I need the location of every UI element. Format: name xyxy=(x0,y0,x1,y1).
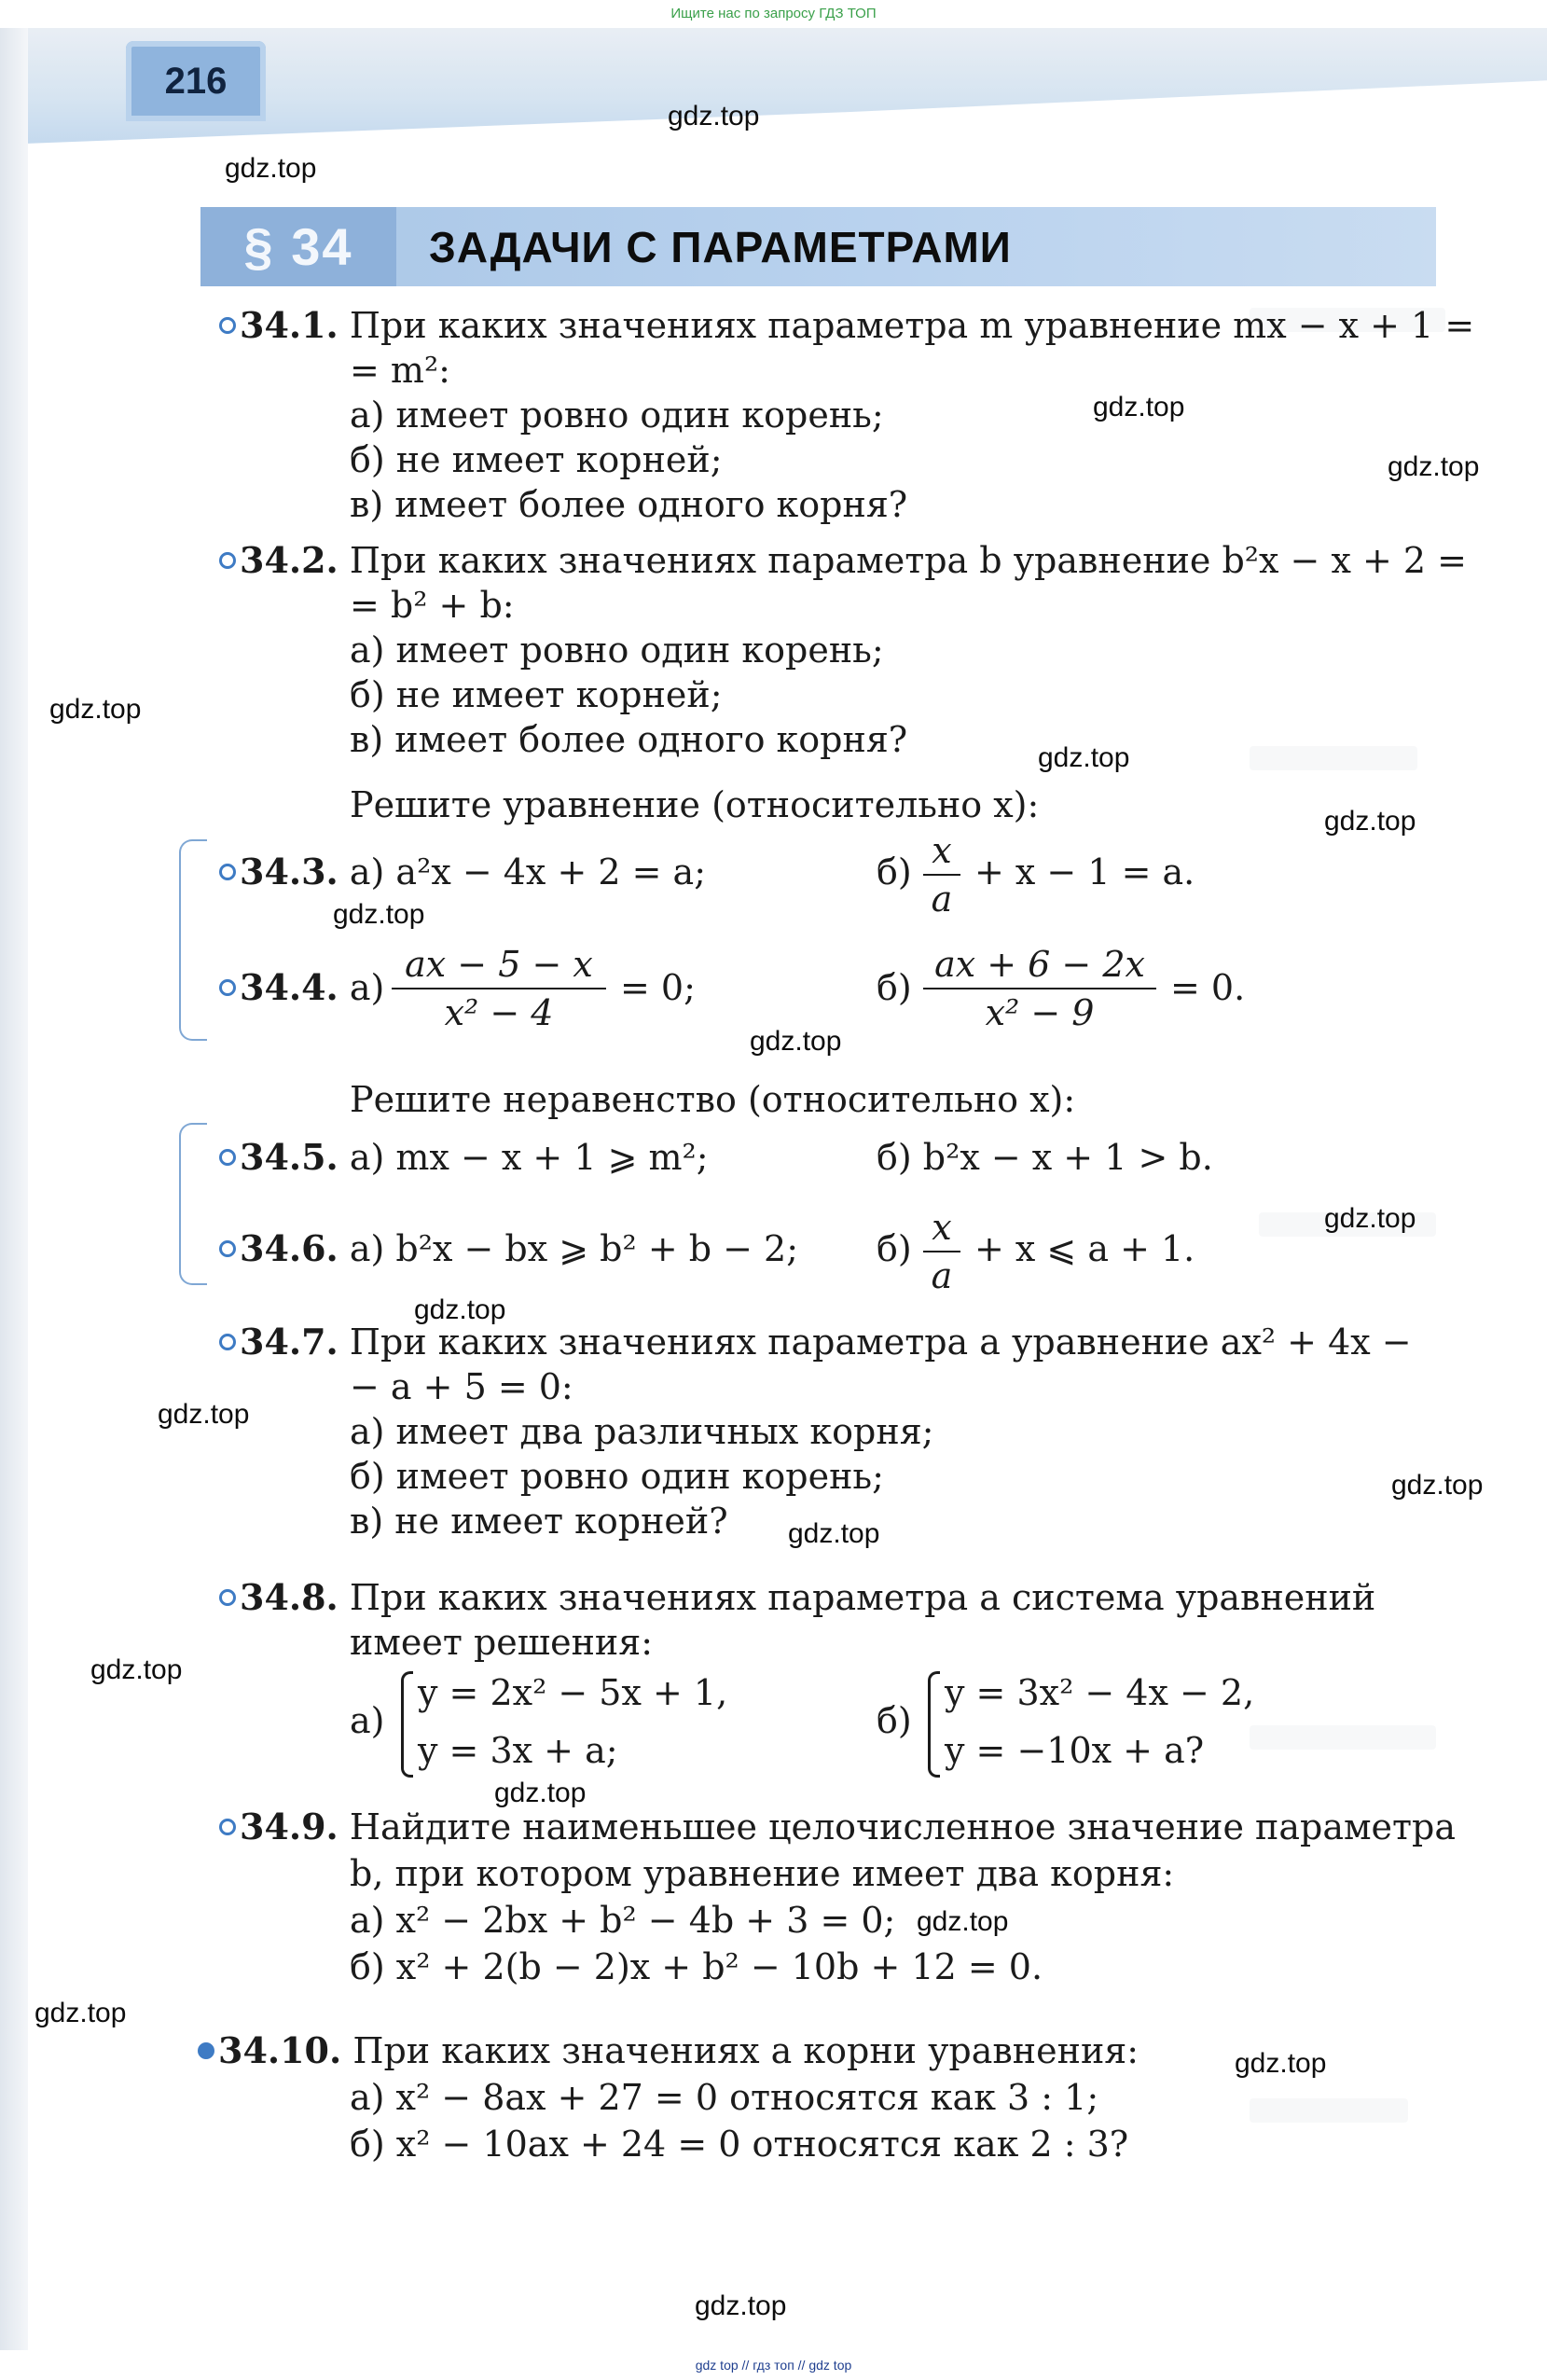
equation-heading: Решите уравнение (относительно x): xyxy=(350,784,1040,825)
problem-34-1-line2: = m²: xyxy=(350,350,450,391)
watermark: gdz.top xyxy=(494,1778,587,1808)
problem-34-2-item-a: а) имеет ровно один корень; xyxy=(350,630,884,671)
problem-34-4-line xyxy=(219,966,384,1009)
circle-marker-icon xyxy=(219,317,236,334)
fraction-bar xyxy=(923,988,1156,989)
watermark: gdz.top xyxy=(1235,2048,1327,2079)
section-number: § 34 xyxy=(200,207,396,286)
problem-number: 34.5. xyxy=(240,1136,338,1178)
fraction-numerator: ax − 5 − x xyxy=(405,944,593,985)
problem-34-3-item-a: а) a²x − 4x + 2 = a; xyxy=(349,851,706,892)
fraction xyxy=(923,1207,960,1296)
circle-marker-icon xyxy=(219,1589,236,1606)
problem-34-5-item-a: а) mx − x + 1 ⩾ m²; xyxy=(349,1137,709,1178)
fraction-denominator: a xyxy=(931,879,953,920)
fraction-bar xyxy=(923,874,960,876)
problem-text: При каких значениях параметра m уравнение mx − x + 1 = xyxy=(349,305,1475,346)
watermark: gdz.top xyxy=(414,1294,506,1325)
page-number: 216 xyxy=(126,41,266,121)
watermark: gdz.top xyxy=(1388,451,1480,482)
problem-text: При каких значениях параметра a уравнение ax² + 4x − xyxy=(349,1321,1412,1363)
problem-34-6-item-b-rest: + x ⩽ a + 1. xyxy=(974,1228,1195,1269)
problem-34-9-line2: b, при котором уравнение имеет два корня: xyxy=(350,1853,1175,1894)
problem-number: 34.6. xyxy=(240,1227,338,1269)
watermark: gdz.top xyxy=(333,899,425,930)
fraction-numerator: x xyxy=(932,1207,952,1248)
problem-34-6-item-b-label: б) xyxy=(877,1228,912,1269)
fraction-denominator: x² − 4 xyxy=(444,992,554,1033)
circle-marker-icon xyxy=(219,979,236,996)
watermark: gdz.top xyxy=(695,2290,787,2321)
problem-34-3-item-b-rest: + x − 1 = a. xyxy=(974,851,1195,892)
problem-number: 34.4. xyxy=(240,966,338,1008)
circle-marker-icon xyxy=(219,1240,236,1257)
system-a-eq1: y = 2x² − 5x + 1, xyxy=(418,1672,728,1713)
problem-text: При каких значениях параметра a система уравнений xyxy=(349,1577,1376,1618)
problem-34-10-item-a: а) x² − 8ax + 27 = 0 относятся как 3 : 1; xyxy=(350,2077,1099,2118)
fraction xyxy=(392,944,606,1033)
problem-text: При каких значениях a корни уравнения: xyxy=(352,2030,1140,2071)
watermark: gdz.top xyxy=(49,694,142,725)
problem-34-2-item-b: б) не имеет корней; xyxy=(350,674,723,715)
fraction xyxy=(923,830,960,920)
watermark: gdz.top xyxy=(917,1906,1009,1937)
problem-number: 34.9. xyxy=(240,1806,338,1847)
bottom-note: gdz top // гдз топ // gdz top xyxy=(695,2358,852,2373)
problem-34-1-item-b: б) не имеет корней; xyxy=(350,439,723,480)
watermark: gdz.top xyxy=(158,1399,250,1430)
problem-34-9-item-a: а) x² − 2bx + b² − 4b + 3 = 0; xyxy=(350,1900,896,1941)
problem-34-2-line1 xyxy=(219,539,1467,582)
inequality-heading: Решите неравенство (относительно x): xyxy=(350,1079,1076,1120)
fraction-denominator: x² − 9 xyxy=(985,992,1095,1033)
circle-marker-icon xyxy=(219,1334,236,1350)
problem-34-7-item-b: б) имеет ровно один корень; xyxy=(350,1456,884,1497)
fraction-numerator: ax + 6 − 2x xyxy=(934,944,1145,985)
section-title: ЗАДАЧИ С ПАРАМЕТРАМИ xyxy=(429,222,1012,271)
problem-34-5-item-b: б) b²x − x + 1 > b. xyxy=(877,1137,1213,1178)
problem-number: 34.2. xyxy=(240,539,338,581)
group-bracket xyxy=(179,1123,207,1285)
problem-text: Найдите наименьшее целочисленное значение параметра xyxy=(349,1806,1457,1847)
filled-circle-marker-icon xyxy=(198,2042,214,2059)
problem-34-7-line2: − a + 5 = 0: xyxy=(350,1366,573,1407)
watermark: gdz.top xyxy=(788,1518,880,1549)
problem-34-8-item-b-label: б) xyxy=(877,1700,912,1741)
watermark: gdz.top xyxy=(750,1026,842,1057)
system-brace xyxy=(401,1671,413,1778)
watermark: gdz.top xyxy=(668,101,760,131)
problem-34-1-item-a: а) имеет ровно один корень; xyxy=(350,394,884,436)
page-left-edge xyxy=(0,28,28,2350)
circle-marker-icon xyxy=(219,1819,236,1835)
fraction-bar xyxy=(923,1251,960,1252)
problem-34-3-item-b-label: б) xyxy=(877,851,912,892)
problem-34-2-line2: = b² + b: xyxy=(350,585,515,626)
problem-34-10-line1 xyxy=(198,2029,1139,2072)
watermark: gdz.top xyxy=(1038,742,1130,773)
problem-34-5-line xyxy=(219,1136,709,1179)
problem-34-7-line1 xyxy=(219,1321,1412,1363)
problem-34-1-item-c: в) имеет более одного корня? xyxy=(350,484,908,525)
watermark: gdz.top xyxy=(35,1998,127,2028)
fraction-bar xyxy=(392,988,606,989)
system-b-eq1: y = 3x² − 4x − 2, xyxy=(945,1672,1255,1713)
problem-34-8-item-a-label: а) xyxy=(350,1700,385,1741)
problem-34-9-line1 xyxy=(219,1806,1456,1848)
problem-number: 34.10. xyxy=(218,2029,342,2071)
circle-marker-icon xyxy=(219,1149,236,1166)
problem-34-9-item-b: б) x² + 2(b − 2)x + b² − 10b + 12 = 0. xyxy=(350,1946,1043,1987)
problem-number: 34.8. xyxy=(240,1576,338,1618)
watermark: gdz.top xyxy=(90,1654,183,1685)
problem-34-7-item-c: в) не имеет корней? xyxy=(350,1501,728,1542)
problem-34-6-line xyxy=(219,1227,798,1270)
watermark: gdz.top xyxy=(1324,806,1416,837)
watermark: gdz.top xyxy=(1391,1470,1484,1501)
problem-34-1-line1 xyxy=(219,304,1474,347)
problem-34-4-item-b-label: б) xyxy=(877,967,912,1008)
system-b-eq2: y = −10x + a? xyxy=(945,1730,1205,1771)
top-note: Ищите нас по запросу ГДЗ ТОП xyxy=(670,6,877,21)
watermark: gdz.top xyxy=(1093,392,1185,422)
problem-34-7-item-a: а) имеет два различных корня; xyxy=(350,1411,934,1452)
watermark: gdz.top xyxy=(1324,1203,1416,1234)
problem-34-2-item-c: в) имеет более одного корня? xyxy=(350,719,908,760)
problem-34-8-line2: имеет решения: xyxy=(350,1622,654,1663)
problem-number: 34.3. xyxy=(240,851,338,892)
group-bracket xyxy=(179,839,207,1041)
problem-34-10-item-b: б) x² − 10ax + 24 = 0 относятся как 2 : 3? xyxy=(350,2124,1129,2165)
problem-number: 34.7. xyxy=(240,1321,338,1363)
problem-34-6-item-a: а) b²x − bx ⩾ b² + b − 2; xyxy=(349,1228,799,1269)
system-a-eq2: y = 3x + a; xyxy=(418,1730,618,1771)
fraction-denominator: a xyxy=(931,1255,953,1296)
problem-34-4-item-b-rest: = 0. xyxy=(1170,967,1246,1008)
problem-text: При каких значениях параметра b уравнение b²x − x + 2 = xyxy=(349,540,1467,581)
fraction xyxy=(923,944,1156,1033)
circle-marker-icon xyxy=(219,552,236,569)
problem-number: 34.1. xyxy=(240,304,338,346)
system-brace xyxy=(928,1671,940,1778)
problem-34-4-item-a-rest: = 0; xyxy=(620,967,696,1008)
problem-34-8-line1 xyxy=(219,1576,1375,1619)
circle-marker-icon xyxy=(219,864,236,880)
watermark: gdz.top xyxy=(225,153,317,184)
problem-34-3-line xyxy=(219,851,706,893)
fraction-numerator: x xyxy=(932,830,952,871)
item-label: а) xyxy=(349,967,385,1008)
